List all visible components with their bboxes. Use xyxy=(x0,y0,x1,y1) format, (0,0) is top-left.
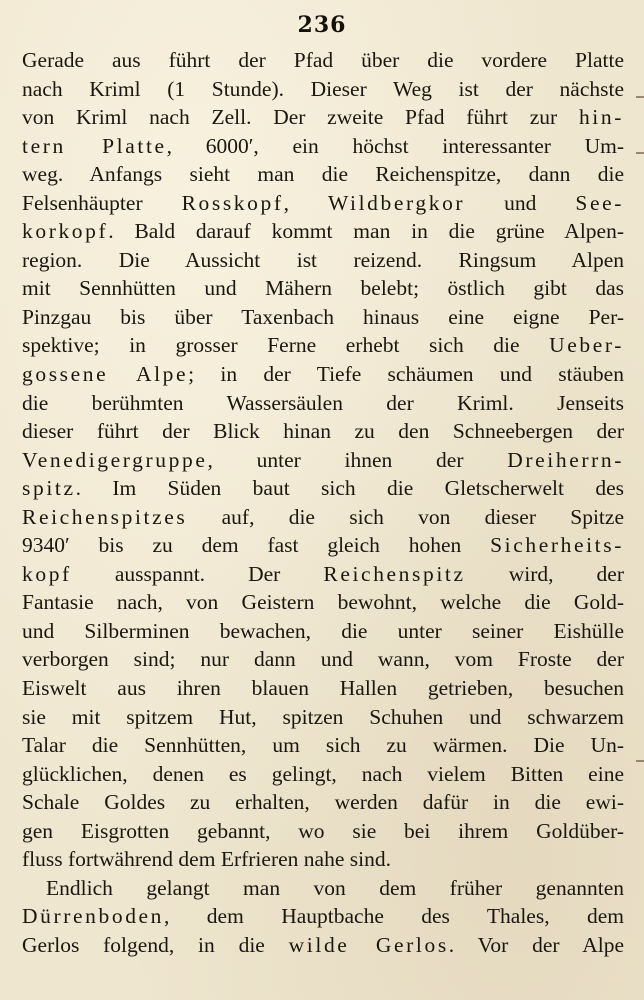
text-segment: 9340′ bis zu dem fast gleich hohen xyxy=(22,533,491,558)
text-line xyxy=(22,303,624,332)
text-segment: weg. Anfangs sieht man die Reichenspitze, dann die xyxy=(22,162,624,187)
text-segment: , 6000′, ein höchst interessanter Um- xyxy=(166,133,624,158)
text-line xyxy=(22,189,624,218)
text-segment: Talar die Sennhütten, um sich zu wärmen. Die Un- xyxy=(22,733,624,758)
text-segment: mit Sennhütten und Mähern belebt; östlich gibt das xyxy=(22,276,624,301)
spaced-emphasis-text: Reichenspitz xyxy=(323,561,466,586)
text-segment: und Silberminen bewachen, die unter seiner Eishülle xyxy=(22,618,624,643)
text-segment: , unter ihnen der xyxy=(207,447,508,472)
page-number: 236 xyxy=(297,12,347,38)
spaced-emphasis-text: hin- xyxy=(578,105,624,130)
spaced-emphasis-text: gossene Alpe xyxy=(22,362,189,387)
text-segment: . Im Süden baut sich die Gletscherwelt des xyxy=(75,476,624,501)
text-line xyxy=(22,274,624,303)
text-segment: , dem Hauptbache des Thales, dem xyxy=(164,904,624,929)
spaced-emphasis-text: korkopf xyxy=(22,219,109,244)
text-segment: sie mit spitzem Hut, spitzen Schuhen und schwarzem xyxy=(22,704,624,729)
text-segment: wird, der xyxy=(465,561,624,586)
spaced-emphasis-text: Ueber- xyxy=(549,333,624,358)
text-segment: nach Kriml (1 Stunde). Dieser Weg ist der nächste xyxy=(22,76,624,101)
text-segment: und xyxy=(465,190,576,215)
text-segment: gen Eisgrotten gebannt, wo sie bei ihrem Goldüber- xyxy=(22,818,624,843)
text-line xyxy=(22,360,624,389)
text-segment: auf, die sich von dieser Spitze xyxy=(187,504,624,529)
text-line xyxy=(22,902,624,931)
page-edge-mark xyxy=(636,152,644,154)
text-segment: von Kriml nach Zell. Der zweite Pfad führt zur xyxy=(22,105,579,130)
text-segment: Felsenhäupter xyxy=(22,190,182,215)
spaced-emphasis-text: tern Platte xyxy=(22,133,167,158)
text-segment: ; in der Tiefe schäumen und stäuben xyxy=(188,362,624,387)
text-segment: region. Die Aussicht ist reizend. Ringsum Alpen xyxy=(22,247,624,272)
text-line xyxy=(22,588,624,617)
text-segment: spektive; in grosser Ferne erhebt sich die xyxy=(22,333,550,358)
spaced-emphasis-text: Dürrenboden xyxy=(22,904,165,929)
text-line xyxy=(22,160,624,189)
spaced-emphasis-text: Venedigergruppe xyxy=(22,447,208,472)
text-line xyxy=(22,645,624,674)
text-line xyxy=(22,246,624,275)
spaced-emphasis-text: See- xyxy=(575,190,624,215)
text-line xyxy=(22,331,624,360)
text-segment: Eiswelt aus ihren blauen Hallen getrieben, besuchen xyxy=(22,676,624,701)
spaced-emphasis-text: kopf xyxy=(22,561,72,586)
text-segment: . Vor der Alpe xyxy=(448,932,624,957)
text-line xyxy=(22,845,624,874)
text-line xyxy=(22,46,624,75)
page-edge-mark xyxy=(636,760,644,762)
text-segment: glücklichen, denen es gelingt, nach vielem Bitten eine xyxy=(22,761,624,786)
text-segment: Fantasie nach, von Geistern bewohnt, welche die Gold- xyxy=(22,590,624,615)
text-segment: Pinzgau bis über Taxenbach hinaus eine eigne Per- xyxy=(22,304,624,329)
text-line xyxy=(22,931,624,960)
text-segment: die berühmten Wassersäulen der Kriml. Jenseits xyxy=(22,390,624,415)
text-line xyxy=(22,389,624,418)
text-line xyxy=(22,132,624,161)
text-line xyxy=(22,560,624,589)
text-line xyxy=(22,217,624,246)
body-text xyxy=(22,46,624,960)
spaced-emphasis-text: Reichenspitzes xyxy=(22,504,188,529)
spaced-emphasis-text: wilde Gerlos xyxy=(288,932,449,957)
page-edge-mark xyxy=(636,96,644,98)
text-line xyxy=(22,617,624,646)
text-segment: Endlich gelangt man von dem früher genannten xyxy=(46,875,624,900)
text-segment: fluss fortwährend dem Erfrieren nahe sind. xyxy=(22,847,391,872)
text-line xyxy=(22,417,624,446)
text-segment: Gerade aus führt der Pfad über die vordere Platte xyxy=(22,48,624,72)
text-line xyxy=(22,103,624,132)
spaced-emphasis-text: Wildbergkor xyxy=(327,190,466,215)
text-line xyxy=(22,788,624,817)
text-segment: ausspannt. Der xyxy=(71,561,324,586)
text-line xyxy=(22,731,624,760)
spaced-emphasis-text: Sicherheits- xyxy=(490,533,624,558)
text-line xyxy=(22,503,624,532)
text-line xyxy=(22,531,624,560)
spaced-emphasis-text: spitz xyxy=(22,476,76,501)
text-line xyxy=(22,446,624,475)
text-segment: Schale Goldes zu erhalten, werden dafür in die ewi- xyxy=(22,790,624,815)
text-segment: verborgen sind; nur dann und wann, vom Froste der xyxy=(22,647,624,672)
text-segment: , xyxy=(283,190,328,215)
text-line xyxy=(22,703,624,732)
text-segment: dieser führt der Blick hinan zu den Schneebergen der xyxy=(22,419,624,444)
text-line xyxy=(22,760,624,789)
text-line xyxy=(22,674,624,703)
text-line xyxy=(22,474,624,503)
text-segment: Gerlos folgend, in die xyxy=(22,932,289,957)
text-segment: . Bald darauf kommt man in die grüne Alpen- xyxy=(108,219,624,244)
text-line xyxy=(22,75,624,104)
text-line xyxy=(22,874,624,903)
spaced-emphasis-text: Rosskopf xyxy=(181,190,284,215)
spaced-emphasis-text: Dreiherrn- xyxy=(507,447,624,472)
text-line xyxy=(22,817,624,846)
